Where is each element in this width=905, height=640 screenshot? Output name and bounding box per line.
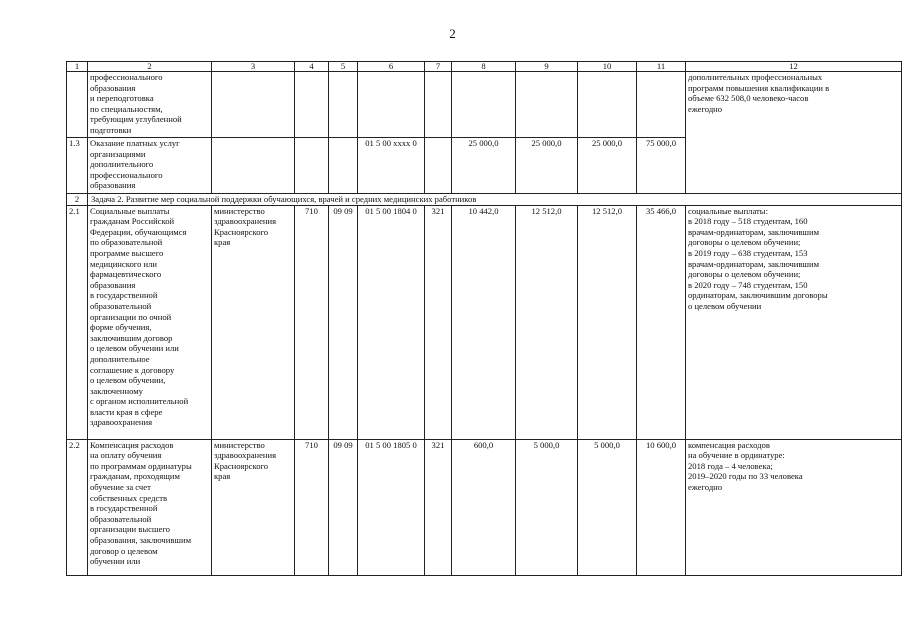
activity-name-cell: Социальные выплаты гражданам Российской Федерации, обучающимся по образовательной программе высшего медицинского или фармацевтического образования в государственной образовательной организации по очной форме обучения, заключившим договор о целевом обучении или дополнительное соглашение к договору о целевом обучении, заключенному с органом исполнительной власти края в сфере здравоохранения xyxy=(88,205,212,439)
header-cell: 3 xyxy=(212,62,295,72)
amount-2018-cell: 25 000,0 xyxy=(452,138,516,194)
header-cell: 1 xyxy=(67,62,88,72)
target-article-cell: 01 5 00 хххх 0 xyxy=(358,138,425,194)
amount-2020-cell: 25 000,0 xyxy=(578,138,637,194)
header-cell: 6 xyxy=(358,62,425,72)
table-row-2-1 xyxy=(67,205,902,439)
header-cell: 4 xyxy=(295,62,329,72)
page-number: 2 xyxy=(449,26,456,41)
header-cell: 5 xyxy=(329,62,358,72)
amount-2019-cell: 12 512,0 xyxy=(516,205,578,439)
section-cell: 09 09 xyxy=(329,205,358,439)
header-row xyxy=(67,62,902,72)
result-cell: компенсация расходов на обучение в ординатуре: 2018 года – 4 человека; 2019–2020 годы по 33 человека ежегодно xyxy=(686,439,902,575)
table-row-2-2 xyxy=(67,439,902,575)
amount-total-cell: 75 000,0 xyxy=(637,138,686,194)
empty-cell xyxy=(358,72,425,138)
header-cell: 11 xyxy=(637,62,686,72)
empty-cell xyxy=(578,72,637,138)
header-cell: 10 xyxy=(578,62,637,72)
amount-2018-cell: 10 442,0 xyxy=(452,205,516,439)
activity-name-cell: Оказание платных услуг организациями дополнительного профессионального образования xyxy=(88,138,212,194)
row-number-cell: 1.3 xyxy=(67,138,88,194)
executor-cell: министерство здравоохранения Красноярского края xyxy=(212,205,295,439)
task-number-cell: 2 xyxy=(67,194,88,206)
empty-cell xyxy=(329,72,358,138)
row-number-cell: 2.2 xyxy=(67,439,88,575)
grbs-cell xyxy=(295,138,329,194)
activity-name-cell: профессионального образования и переподготовка по специальностям, требующим углубленной подготовки xyxy=(88,72,212,138)
expense-type-cell: 321 xyxy=(425,205,452,439)
executor-cell xyxy=(212,138,295,194)
target-article-cell: 01 5 00 1805 0 xyxy=(358,439,425,575)
amount-2020-cell: 12 512,0 xyxy=(578,205,637,439)
amount-2018-cell: 600,0 xyxy=(452,439,516,575)
activity-name-cell: Компенсация расходов на оплату обучения по программам ординатуры гражданам, проходящим обучение за счет собственных средств в государственной образовательной организации высшего образования, заключившим договор о целевом обучении или xyxy=(88,439,212,575)
row-number-cell: 2.1 xyxy=(67,205,88,439)
task-title-cell: Задача 2. Развитие мер социальной поддержки обучающихся, врачей и средних медицинских работников xyxy=(88,194,902,206)
result-cell: дополнительных профессиональных программ повышения квалификации в объеме 632 508,0 человеко-часов ежегодно xyxy=(686,72,902,194)
header-cell: 12 xyxy=(686,62,902,72)
section-cell: 09 09 xyxy=(329,439,358,575)
empty-cell xyxy=(452,72,516,138)
target-article-cell: 01 5 00 1804 0 xyxy=(358,205,425,439)
amount-2019-cell: 5 000,0 xyxy=(516,439,578,575)
empty-cell xyxy=(425,72,452,138)
section-cell xyxy=(329,138,358,194)
budget-table xyxy=(66,61,902,576)
amount-total-cell: 10 600,0 xyxy=(637,439,686,575)
expense-type-cell xyxy=(425,138,452,194)
grbs-cell: 710 xyxy=(295,439,329,575)
executor-cell: министерство здравоохранения Красноярского края xyxy=(212,439,295,575)
empty-cell xyxy=(212,72,295,138)
row-number-cell xyxy=(67,72,88,138)
empty-cell xyxy=(295,72,329,138)
task-row xyxy=(67,194,902,206)
amount-total-cell: 35 466,0 xyxy=(637,205,686,439)
table-row-continuation xyxy=(67,72,902,138)
empty-cell xyxy=(516,72,578,138)
expense-type-cell: 321 xyxy=(425,439,452,575)
header-cell: 8 xyxy=(452,62,516,72)
empty-cell xyxy=(637,72,686,138)
amount-2020-cell: 5 000,0 xyxy=(578,439,637,575)
amount-2019-cell: 25 000,0 xyxy=(516,138,578,194)
result-cell: социальные выплаты: в 2018 году – 518 студентам, 160 врачам-ординаторам, заключившим договоры о целевом обучении; в 2019 году – 638 студентам, 153 врачам-ординаторам, заключившим договоры о целевом обучении; в 2020 году – 748 студентам, 150 ординаторам, заключившим договоры о целевом обучении xyxy=(686,205,902,439)
header-cell: 9 xyxy=(516,62,578,72)
grbs-cell: 710 xyxy=(295,205,329,439)
header-cell: 2 xyxy=(88,62,212,72)
header-cell: 7 xyxy=(425,62,452,72)
